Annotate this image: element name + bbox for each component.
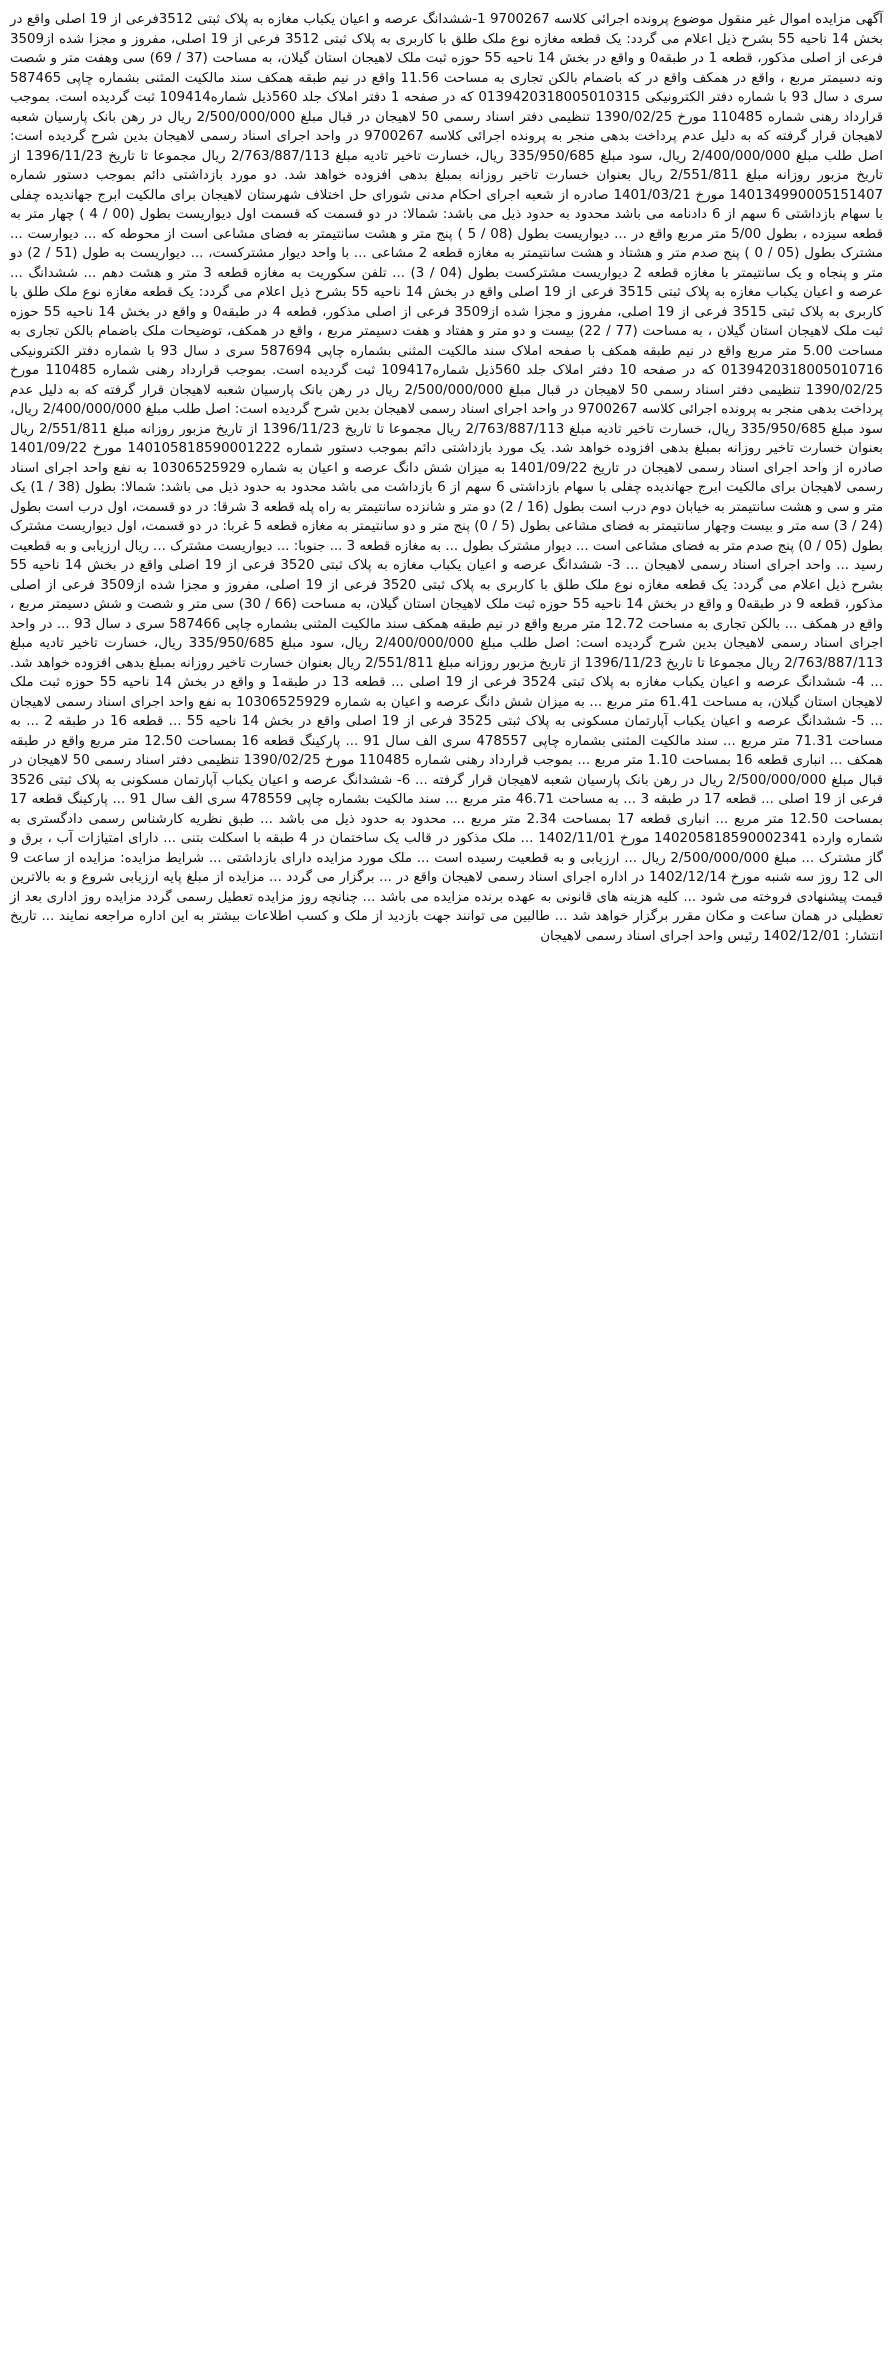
notice-text: آگهی مزایده اموال غیر منقول موضوع پرونده اجرائی کلاسه 9700267 1-ششدانگ عرصه و اعیان یکباب مغازه به پلاک ثبتی 3512فرعی از 19 اصلی واقع در بخش 14 ناحیه 55 بشرح ذیل اعلام می گردد: یک قطعه مغازه نوع ملک طلق با کاربری به پلاک ثبتی 3512 فرعی از 19 اصلی، مفروز و مجزا شده از3509 فرعی از اصلی مذکور، قطعه 1 در طبقه0 و واقع در بخش 14 ناحیه 55 حوزه ثبت ملک لاهیجان استان گیلان، به مساحت (37 / 69) سی وهفت متر و شصت ونه دسیمتر مربع ، واقع در همکف واقع در که باضمام بالکن تجاری به مساحت 11.56 واقع در نیم طبقه همکف سند مالکیت المثنی بشماره چاپی 587465 سری د سال 93 با شماره دفتر الکترونیکی 013942031800501031​5 که در صفحه 1 دفتر املاک جلد 560ذیل شماره109414 ثبت گردیده است. بموجب قرارداد رهنی شماره 110485 مورخ 1390/02/25 تنظیمی دفتر اسناد رسمی 50 لاهیجان در قبال مبلغ 2/500/000/000 ریال در رهن بانک پارسیان شعبه لاهیجان قرار گرفته که به دلیل عدم پرداخت بدهی منجر به پرونده اجرائی کلاسه 9700267 در واحد اجرای اسناد رسمی لاهیجان بدین شرح گردیده است: اصل طلب مبلغ 2/400/000/000 ریال، سود مبلغ 335/950/685 ریال، خسارت تاخیر تادیه مبلغ 2/763/887/113 ریال مجموعا تا تاریخ 1396/11/23 از تاریخ مزبور روزانه مبلغ 2/551/811 ریال بعنوان خسارت تاخیر روزانه بمبلغ بدهی افزوده خواهد شد. دو مورد بازداشتی دائم بموجب دستور شماره 140134990005151407 مورخ 1401/03/21 صادره از شعبه اجرای احکام مدنی شورای حل اختلاف شهرستان لاهیجان برای مالکیت ابرج جهاندیده چفلی با سهام بازداشتی 6 سهم از 6 دادنامه می باشد محدود به حدود ذیل می باشد: شمالا: در دو قسمت که قسمت اول دیواریست بطول (00 / 4 ) چهار متر به قطعه سیزده ، بطول 5/00 متر مربع واقع در ... دیواریست بطول (08 / 5 ) پنج متر و هشت سانتیمتر به فضای مشاعی است از محوطه که ... دیوارست ... مشترک بطول (05 / 0 ) پنج صدم متر و هشتاد و هشت سانتیمتر به مغازه قطعه 2 مشاعی ... با واحد دیوار مشترکست، ... دیواریست به طول (51 / 2) دو متر و پنجاه و یک سانتیمتر با مغازه قطعه 2 دیواریست مشترکست بطول (04 / 3) ... تلفن سکوریت به مغازه قطعه 3 متر و هشت دهم ... ششدانگ ... عرصه و اعیان یکباب مغازه به پلاک ثبتی 3515 فرعی از 19 اصلی واقع در بخش 14 ناحیه 55 بشرح ذیل اعلام می گردد: یک قطعه مغازه نوع ملک طلق با کاربری به پلاک ثبتی 3515 فرعی از 19 اصلی، مفروز و مجزا شده از3509 فرعی از اصلی مذکور، قطعه 4 در طبقه0 و واقع در بخش 14 ناحیه 55 حوزه ثبت ملک لاهیجان استان گیلان ، به مساحت (77 / 22) بیست و دو متر و هفتاد و هفت دسیمتر مربع ، واقع در همکف، توضیحات ملک باضمام بالکن تجاری به مساحت 5.00 متر مربع واقع در نیم طبقه همکف با صفحه املاک سند مالکیت المثنی بشماره چاپی 587694 سری د سال 93 با شماره دفتر الکترونیکی 013942031800501071​6 که در صفحه 10 دفتر املاک جلد 560ذیل شماره109417 ثبت گردیده است. بموجب قرارداد رهنی شماره 110485 مورخ 1390/02/25 تنظیمی دفتر اسناد رسمی 50 لاهیجان در قبال مبلغ 2/500/000/000 ریال در رهن بانک پارسیان شعبه لاهیجان قرار گرفته که به دلیل عدم پرداخت بدهی منجر به پرونده اجرائی کلاسه 9700267 در واحد اجرای اسناد رسمی لاهیجان بدین شرح گردیده است: اصل طلب مبلغ 2/400/000/000 ریال، سود مبلغ 335/950/685 ریال، خسارت تاخیر تادیه مبلغ 2/763/887/113 ریال مجموعا تا تاریخ 1396/11/23 از تاریخ مزبور روزانه مبلغ 2/551/811 ریال بعنوان خسارت تاخیر روزانه بمبلغ بدهی افزوده خواهد شد. یک مورد بازداشتی دائم بموجب دستور شماره 140105818590001222 مورخ 1401/09/22 صادره از واحد اجرای اسناد رسمی لاهیجان در تاریخ 1401/09/22 به میزان شش دانگ عرصه و اعیان به شماره 10306525929 به نفع واحد اجرای اسناد رسمی لاهیجان برای مالکیت ابرج جهاندیده چفلی با سهام بازداشتی 6 سهم از 6 بازداشت می باشد محدود به حدود ذیل می باشد: شمالا: بطول (38 / 1) یک متر و سی و هشت سانتیمتر به خیابان دوم درب است بطول (16 / 2) دو متر و شانزده سانتیمتر به راه پله قطعه 3 شرقا: در دو قسمت، اول درب است بطول (24 / 3) سه متر و بیست وچهار سانتیمتر به فضای مشاعی بطول (5 / 0) پنج متر و دو سانتیمتر به مغازه قطعه 5 غربا: در دو قسمت، اول دیواریست مشترک بطول (05 / 0) پنج صدم متر به فضای مشاعی است ... دیوار مشترک بطول ... به مغازه قطعه 3 ... جنوبا: ... دیواریست مشترک ... ریال ارزیابی و به قطعیت رسید ... واحد اجرای اسناد رسمی لاهیجان ... 3- ششدانگ عرصه و اعیان یکباب مغازه به پلاک ثبتی 3520 فرعی از 19 اصلی واقع در بخش 14 ناحیه 55 بشرح ذیل اعلام می گردد: یک قطعه مغازه نوع ملک طلق با کاربری به پلاک ثبتی 3520 فرعی از 19 اصلی، مفروز و مجزا شده از3509 فرعی از اصلی مذکور، قطعه 9 در طبقه0 و واقع در بخش 14 ناحیه 55 حوزه ثبت ملک لاهیجان استان گیلان، به مساحت (66 / 30) سی متر و شصت و شش دسیمتر مربع ، واقع در همکف ... بالکن تجاری به مساحت 12.72 متر مربع واقع در نیم طبقه همکف سند مالکیت المثنی بشماره چاپی 587466 سری د سال 93 ... در واحد اجرای اسناد رسمی لاهیجان بدین شرح گردیده است: اصل طلب مبلغ 2/400/000/000 ریال، سود مبلغ 335/950/685 ریال، خسارت تاخیر تادیه مبلغ 2/763/887/113 ریال مجموعا تا تاریخ 1396/11/23 از تاریخ مزبور روزانه مبلغ 2/551/811 ریال بعنوان خسارت تاخیر روزانه بمبلغ بدهی افزوده خواهد شد. ... 4- ششدانگ عرصه و اعیان یکباب مغازه به پلاک ثبتی 3524 فرعی از 19 اصلی ... قطعه 13 در طبقه1 و واقع در بخش 14 ناحیه 55 حوزه ثبت ملک لاهیجان استان گیلان، به مساحت 61.41 متر مربع ... به میزان شش دانگ عرصه و اعیان به شماره 10306525929 به نفع واحد اجرای اسناد رسمی لاهیجان ... 5- ششدانگ عرصه و اعیان یکباب آپارتمان مسکونی به پلاک ثبتی 3525 فرعی از 19 اصلی واقع در بخش 14 ناحیه 55 ... قطعه 16 در طبقه 2 ... به مساحت 71.31 متر مربع ... سند مالکیت المثنی بشماره چاپی 478557 سری الف سال 91 ... پارکینگ قطعه 16 بمساحت 12.50 متر مربع واقع در طبقه همکف ... انباری قطعه 16 بمساحت 1.10 متر مربع ... بموجب قرارداد رهنی شماره 110485 مورخ 1390/02/25 تنظیمی دفتر اسناد رسمی 50 لاهیجان در قبال مبلغ 2/500/000/000 ریال در رهن بانک پارسیان شعبه لاهیجان قرار گرفته ... 6- ششدانگ عرصه و اعیان یکباب آپارتمان مسکونی به پلاک ثبتی 3526 فرعی از 19 اصلی ... قطعه 17 در طبقه 3 ... به مساحت 46.71 متر مربع ... سند مالکیت بشماره چاپی 478559 سری الف سال 91 ... پارکینگ قطعه 17 بمساحت 12.50 متر مربع ... انباری قطعه 17 بمساحت 2.34 متر مربع ... محدود به حدود ذیل می باشد ... طبق نظریه کارشناس رسمی دادگستری به شماره وارده 140205818590002341 مورخ 1402/11/01 ... ملک مذکور در قالب یک ساختمان در 4 طبقه با اسکلت بتنی ... دارای امتیازات آب ، برق و گاز مشترک ... مبلغ 2/500/000/000 ریال ... ارزیابی و به قطعیت رسیده است ... ملک مورد مزایده دارای بازداشتی ... شرایط مزایده: مزایده از ساعت 9 الی 12 روز سه شنبه مورخ 1402/12/14 در اداره اجرای اسناد رسمی لاهیجان واقع در ... برگزار می گردد ... مزایده از مبلغ پایه ارزیابی شروع و به بالاترین قیمت پیشنهادی فروخته می شود ... کلیه هزینه های قانونی به عهده برنده مزایده می باشد ... چنانچه روز مزایده تعطیل رسمی گردد مزایده روز اداری بعد از تعطیلی در همان ساعت و مکان مقرر برگزار خواهد شد ... طالبین می توانند جهت بازدید از ملک و کسب اطلاعات بیشتر به این اداره مراجعه نمایند ... تاریخ انتشار: 1402/12/01 رئیس واحد اجرای اسناد رسمی لاهیجان bbox=[10, 12, 884, 944]
